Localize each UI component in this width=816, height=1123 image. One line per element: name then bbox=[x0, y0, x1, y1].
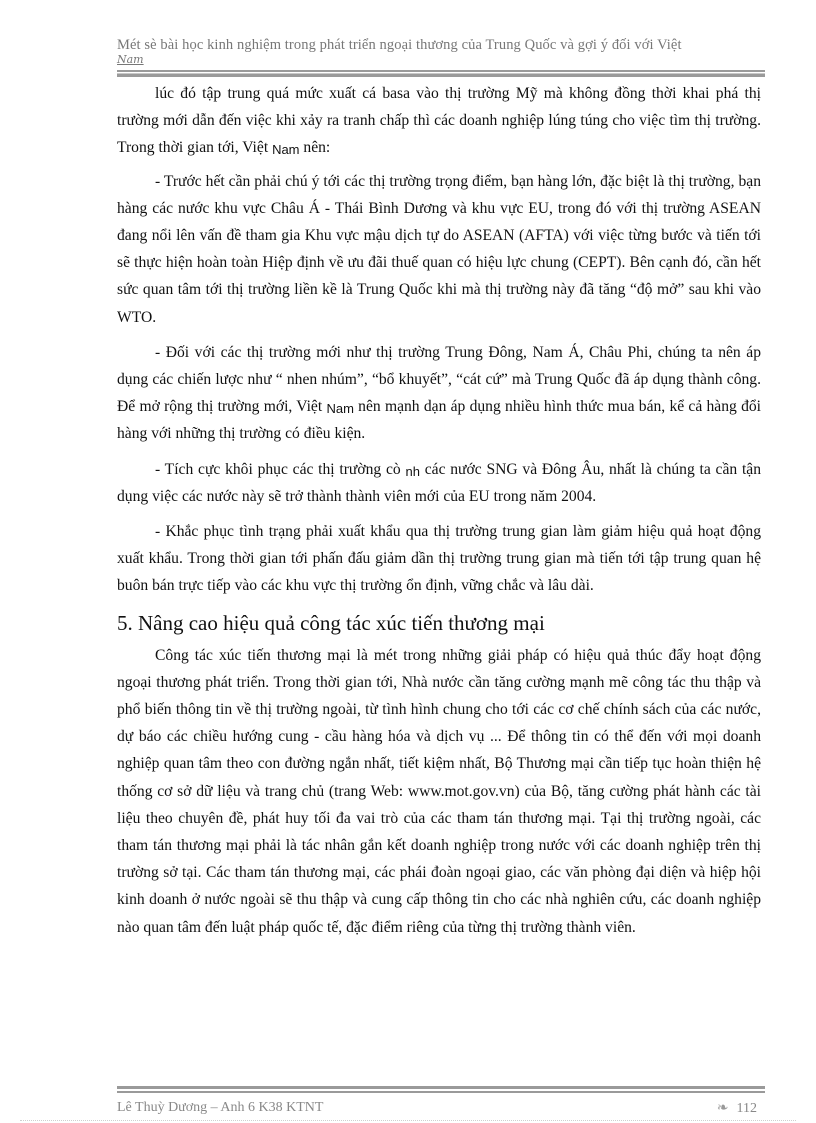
footer-author: Lê Thuỳ Dương – Anh 6 K38 KTNT bbox=[117, 1100, 324, 1115]
bullet-key-markets: - Trước hết cần phải chú ý tới các thị trường trọng điểm, bạn hàng lớn, đặc biệt là thị trường, bạn hàng các nước khu vực Châu Á - Thái Bình Dương và khu vực EU, trong đó với thị trường ASEAN đang nổi lên vấn đề tham gia Khu vực mậu dịch tự do ASEAN (AFTA) với việc từng bước và tiến tới sẽ thực hiện hoàn toàn Hiệp định về ưu đãi thuế quan có hiệu lực chung (CEPT). Bên cạnh đó, cần hết sức quan tâm tới thị trường liền kề là Trung Quốc khi mà thị trường này đã tăng “độ mở” sau khi vào WTO. bbox=[117, 172, 761, 326]
leaf-ornament-icon: ❧ bbox=[716, 1100, 729, 1116]
inline-fragment: Nam bbox=[326, 401, 354, 417]
page-body bbox=[117, 80, 761, 945]
paragraph-intro-text: lúc đó tập trung quá mức xuất cá basa vào thị trường Mỹ mà không đồng thời khai phá thị trường mới dẫn đến việc khi xảy ra tranh chấp thì các doanh nghiệp lúng túng cho việc tìm thị trường. Trong thời gian tới, Việt bbox=[117, 85, 761, 157]
page-edge-divider bbox=[20, 1120, 796, 1121]
bullet-restore-markets-text: - Tích cực khôi phục các thị trường cò bbox=[155, 460, 401, 478]
paragraph-intro bbox=[117, 80, 761, 162]
bullet-new-markets-end: nên mạnh dạn áp dụng nhiều hình thức mua bán, kể cả hàng đổi hàng với những thị trường có điều kiện. bbox=[117, 398, 762, 443]
header-rule bbox=[117, 70, 765, 77]
page-header bbox=[117, 36, 765, 66]
paragraph-intro-end: nên: bbox=[299, 139, 331, 157]
footer-rule bbox=[117, 1086, 765, 1093]
header-title-continuation: Nam bbox=[117, 53, 144, 66]
footer-page bbox=[717, 1100, 757, 1117]
section-title: 5. Nâng cao hiệu quả công tác xúc tiến thương mại bbox=[117, 610, 545, 635]
inline-fragment: nh bbox=[405, 463, 420, 479]
bullet-new-markets-text: - Đối với các thị trường mới như thị trường Trung Đông, Nam Á, Châu Phi, chúng ta nên áp dụng các chiến lược như “ nhen nhúm”, “bổ khuyết”, “cát cứ” mà Trung Quốc đã áp dụng thành công. Để mở rộng thị trường mới, Việt bbox=[117, 343, 761, 416]
bullet-new-markets bbox=[117, 339, 761, 448]
bullet-intermediary-markets: - Khắc phục tình trạng phải xuất khẩu qua thị trường trung gian làm giảm hiệu quả hoạt động xuất khẩu. Trong thời gian tới phấn đấu giảm dần thị trường trung gian mà tiến tới tập trung quan hệ buôn bán trực tiếp vào các khu vực thị trường ổn định, vững chắc và lâu dài. bbox=[117, 523, 761, 595]
bullet-restore-markets bbox=[117, 456, 761, 510]
header-title: Mét sè bài học kinh nghiệm trong phát triển ngoại thương của Trung Quốc và gợi ý đối với Việt bbox=[117, 37, 682, 53]
paragraph-trade-promotion: Công tác xúc tiến thương mại là mét trong những giải pháp có hiệu quả thúc đẩy hoạt động ngoại thương phát triển. Trong thời gian tới, Nhà nước cần tăng cường mạnh mẽ công tác thu thập và phổ biến thông tin về thị trường ngoài, từ tình hình chung cho tới các cơ chế chính sách của các nước, dự báo các chiều hướng cung - cầu hàng hóa và dịch vụ ... Để thông tin có thể đến với mọi doanh nghiệp quan tâm theo con đường ngắn nhất, tiết kiệm nhất, Bộ Thương mại cần tiếp tục hoàn thiện hệ thống cơ sở dữ liệu và trang chủ (trang Web: www.mot.gov.vn) của Bộ, tăng cường phát hành các tài liệu theo chuyên đề, phát huy tối đa vai trò của các tham tán thương mại. Tại thị trường ngoài, các tham tán thương mại phải là tác nhân gắn kết doanh nghiệp trong nước với các doanh nghiệp trên thị trường sở tại. Các tham tán thương mại, các phái đoàn ngoại giao, các văn phòng đại diện và hiệp hội kinh doanh ở nước ngoài sẽ thu thập và cung cấp thông tin cho các nhà nghiên cứu, các doanh nghiệp nào quan tâm đến luật pháp quốc tế, đặc điểm riêng của từng thị trường thành viên. bbox=[117, 646, 761, 936]
inline-fragment: Nam bbox=[272, 142, 300, 158]
bullet-restore-markets-end: các nước SNG và Đông Âu, nhất là chúng ta cần tận dụng việc các nước này sẽ trở thành thành viên mới của EU trong năm 2004. bbox=[117, 460, 762, 505]
page-number: 112 bbox=[736, 1101, 757, 1116]
